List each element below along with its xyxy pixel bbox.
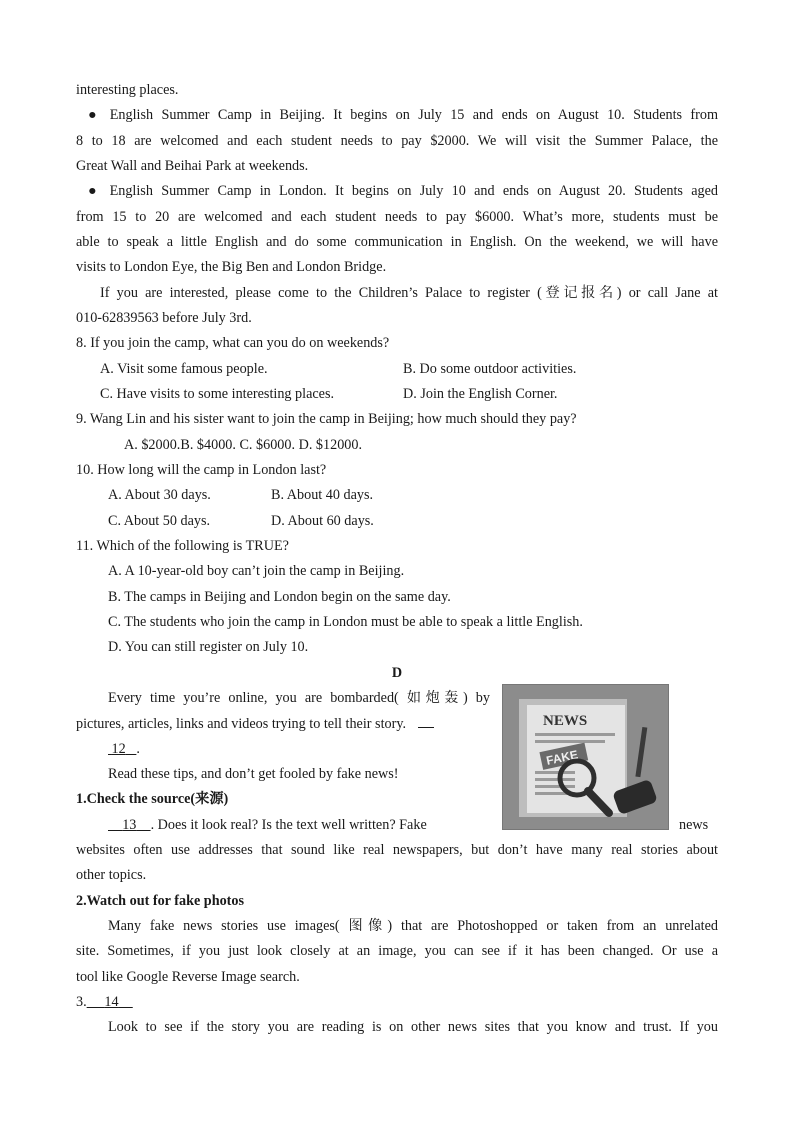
text-line: tool like Google Reverse Image search.	[76, 969, 300, 985]
text-line: 8 to 18 are welcomed and each student needs to pay $2000. We will visit the Summer Palace, the	[76, 133, 718, 149]
blank-number	[87, 994, 133, 1010]
option-8c: C. Have visits to some interesting places.	[100, 386, 335, 402]
subheading-2: 2.Watch out for fake photos	[76, 893, 245, 909]
text-line: ● English Summer Camp in Beijing. It begins on July 15 and ends on August 10. Students from	[88, 107, 718, 123]
text-line: Look to see if the story you are reading is on other news sites that you know and trust. If you	[108, 1019, 718, 1035]
text-line: from 15 to 20 are welcomed and each student needs to pay $6000. What’s more, students must be	[76, 209, 718, 225]
option-11b: B. The camps in Beijing and London begin on the same day.	[108, 589, 451, 605]
text-fragment: pictures, articles, links and videos trying to tell their story.	[76, 716, 407, 732]
text-line: ● English Summer Camp in London. It begins on July 10 and ends on August 20. Students aged	[88, 183, 718, 199]
text-line: websites often use addresses that sound like real newspapers, but don’t have many real stories about	[76, 842, 718, 858]
blank-number	[108, 817, 151, 833]
subheading-1: 1.Check the source(来源)	[76, 791, 229, 807]
fake-news-illustration	[502, 684, 669, 830]
text-line: interesting places.	[76, 82, 179, 98]
news-label: NEWS	[543, 713, 588, 729]
question-11: 11. Which of the following is TRUE?	[76, 538, 289, 554]
question-8: 8. If you join the camp, what can you do on weekends?	[76, 335, 390, 351]
section-heading: D	[391, 665, 403, 681]
blank-12: 12	[111, 741, 126, 757]
option-8d: D. Join the English Corner.	[403, 386, 558, 402]
text-line: visits to London Eye, the Big Ben and London Bridge.	[76, 259, 387, 275]
text-line: site. Sometimes, if you just look closely at an image, you can see if it has been changed. Or use a	[76, 943, 718, 959]
option-10d: D. About 60 days.	[271, 513, 374, 529]
option-11c: C. The students who join the camp in London must be able to speak a little English.	[108, 614, 583, 630]
option-10c: C. About 50 days.	[108, 513, 211, 529]
text-line: If you are interested, please come to the Children’s Palace to register (登记报名) or call Jane at	[100, 285, 718, 301]
text-line: Every time you’re online, you are bombarded( 如炮轰) by	[108, 690, 490, 706]
answer-blank	[418, 713, 434, 728]
blank-number	[108, 741, 136, 757]
option-10a: A. About 30 days.	[108, 487, 211, 503]
fake-label: FAKE	[544, 747, 580, 768]
text-line: able to speak a little English and do some communication in English. On the weekend, we will have	[76, 234, 718, 250]
text-line: 12 .	[108, 739, 140, 759]
option-11d: D. You can still register on July 10.	[108, 639, 309, 655]
option-11a: A. A 10-year-old boy can’t join the camp in Beijing.	[108, 563, 405, 579]
subheading-3	[76, 992, 133, 1012]
subheading-number: 3.	[76, 994, 87, 1010]
question-9: 9. Wang Lin and his sister want to join the camp in Beijing; how much should they pay?	[76, 411, 577, 427]
text-fragment: . Does it look real? Is the text well written? Fake	[150, 817, 427, 833]
newspaper-magnifier-icon	[503, 685, 668, 829]
text-line: Read these tips, and don’t get fooled by fake news!	[108, 766, 399, 782]
text-line: Great Wall and Beihai Park at weekends.	[76, 158, 309, 174]
option-10b: B. About 40 days.	[271, 487, 374, 503]
text-fragment: news	[679, 817, 709, 833]
text-line: Many fake news stories use images( 图像) that are Photoshopped or taken from an unrelated	[108, 918, 718, 934]
text-line	[76, 713, 434, 734]
question-10: 10. How long will the camp in London last?	[76, 462, 327, 478]
blank-14: 14	[104, 994, 119, 1010]
blank-13: 13	[122, 817, 137, 833]
text-line: other topics.	[76, 867, 147, 883]
text-line: 010-62839563 before July 3rd.	[76, 310, 252, 326]
text-line	[108, 815, 427, 835]
option-8b: B. Do some outdoor activities.	[403, 361, 577, 377]
options-9: A. $2000.B. $4000. C. $6000. D. $12000.	[124, 437, 363, 453]
option-8a: A. Visit some famous people.	[100, 361, 268, 377]
